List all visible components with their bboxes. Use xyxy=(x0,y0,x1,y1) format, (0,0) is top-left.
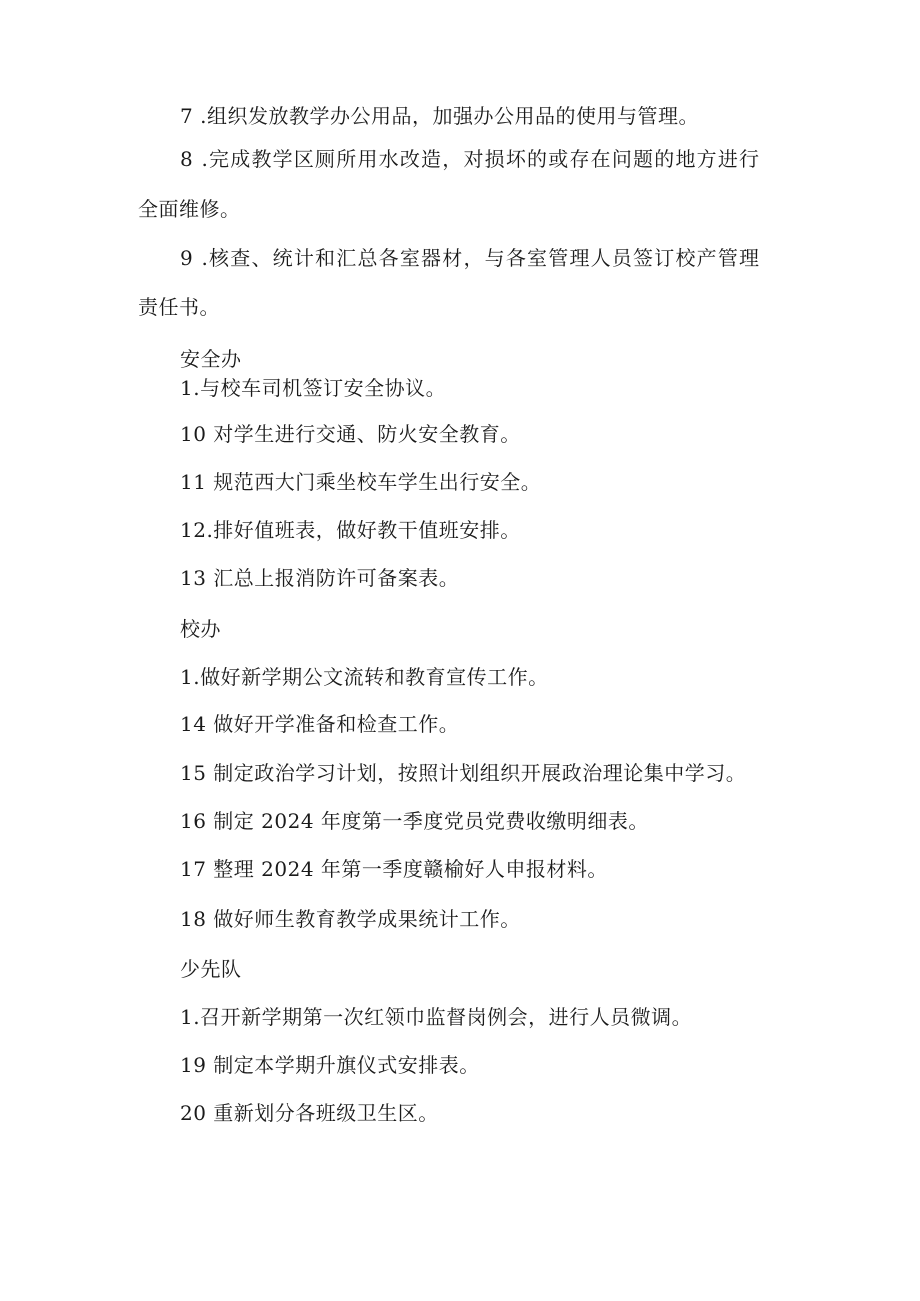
item-11: 11 规范西大门乘坐校车学生出行安全。 xyxy=(180,470,542,494)
section-heading-young-pioneers: 少先队 xyxy=(180,957,242,981)
section-heading-safety-office: 安全办 xyxy=(180,347,242,371)
item-12: 12.排好值班表，做好教干值班安排。 xyxy=(180,518,521,542)
item-8-line-1: 8 .完成教学区厕所用水改造，对损坏的或存在问题的地方进行 xyxy=(180,147,761,171)
item-17: 17 整理 2024 年第一季度赣榆好人申报材料。 xyxy=(180,857,608,881)
item-8-line-2: 全面维修。 xyxy=(138,197,241,221)
item-9-line-2: 责任书。 xyxy=(138,295,220,319)
item-19: 19 制定本学期升旗仪式安排表。 xyxy=(180,1053,480,1077)
item-20: 20 重新划分各班级卫生区。 xyxy=(180,1101,439,1125)
item-9-line-1: 9 .核查、统计和汇总各室器材，与各室管理人员签订校产管理 xyxy=(180,246,761,270)
item-15: 15 制定政治学习计划，按照计划组织开展政治理论集中学习。 xyxy=(180,761,747,785)
item-13: 13 汇总上报消防许可备案表。 xyxy=(180,566,460,590)
pioneers-item-1: 1.召开新学期第一次红领巾监督岗例会，进行人员微调。 xyxy=(180,1005,693,1029)
section-heading-school-office: 校办 xyxy=(180,617,221,641)
safety-item-1: 1.与校车司机签订安全协议。 xyxy=(180,376,447,400)
item-10: 10 对学生进行交通、防火安全教育。 xyxy=(180,422,521,446)
item-7: 7 .组织发放教学办公用品，加强办公用品的使用与管理。 xyxy=(180,104,699,128)
school-office-item-1: 1.做好新学期公文流转和教育宣传工作。 xyxy=(180,665,549,689)
item-18: 18 做好师生教育教学成果统计工作。 xyxy=(180,907,521,931)
item-14: 14 做好开学准备和检查工作。 xyxy=(180,712,460,736)
item-16: 16 制定 2024 年度第一季度党员党费收缴明细表。 xyxy=(180,809,649,833)
